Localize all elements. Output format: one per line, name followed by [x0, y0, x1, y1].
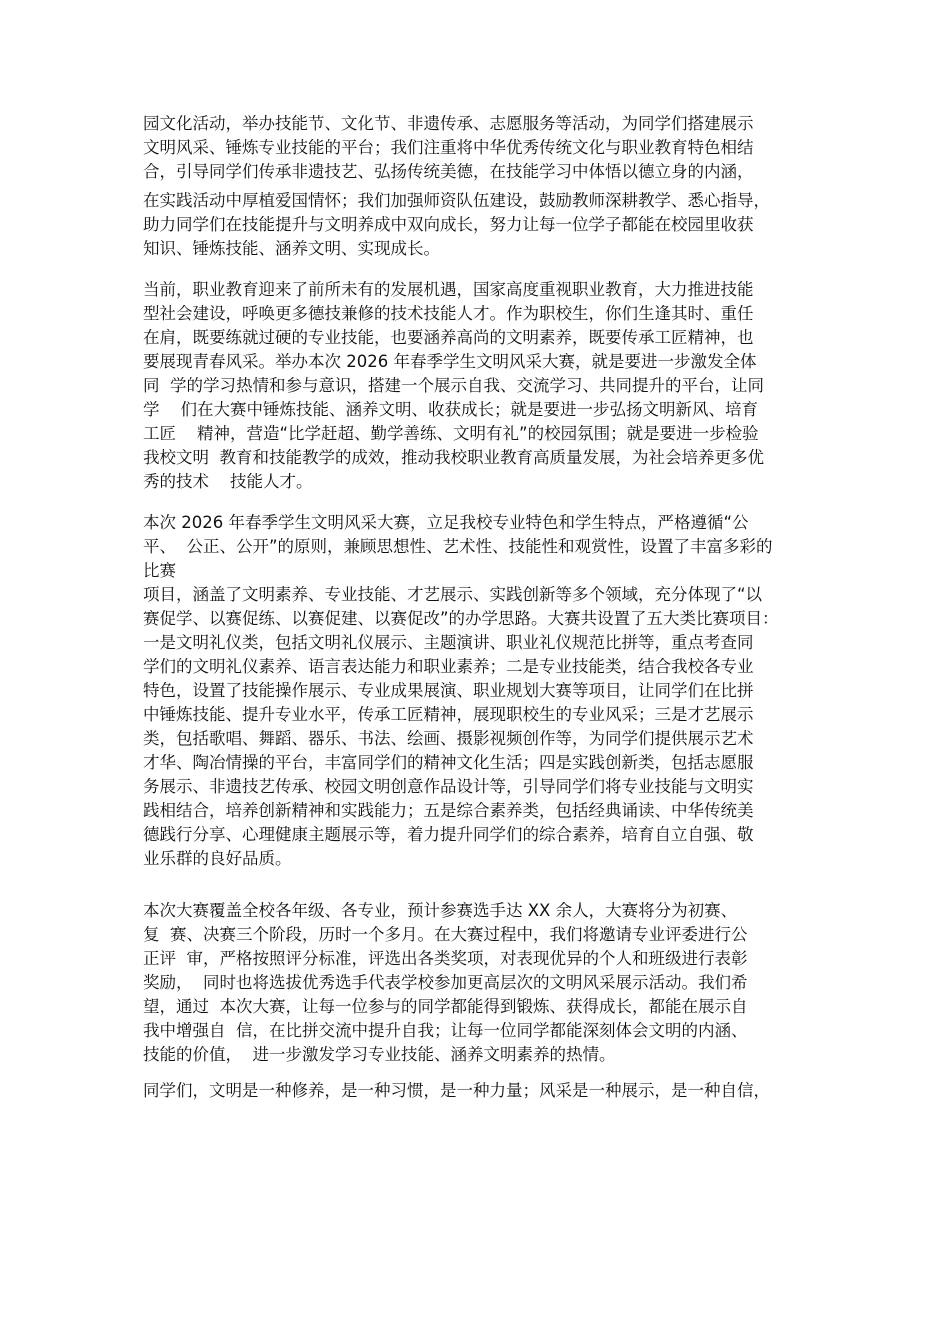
text-line: 复 赛、决赛三个阶段，历时一个多月。在大赛过程中，我们将邀请专业评委进行公 — [143, 925, 748, 944]
text-line: 合，引导同学们传承非遗技艺、弘扬传统美德，在技能学习中体悟以德立身的内涵， — [143, 162, 754, 181]
text-line: 我校文明 教育和技能教学的成效，推动我校职业教育高质量发展，为社会培养更多优 — [143, 448, 764, 467]
text-line: 本次 2026 年春季学生文明风采大赛，立足我校专业特色和学生特点，严格遵循“公 — [143, 513, 749, 532]
text-line: 正评 审，严格按照评分标准，评选出各类奖项，对表现优异的个人和班级进行表彰 — [143, 949, 748, 968]
text-line: 践相结合，培养创新精神和实践能力；五是综合素养类，包括经典诵读、中华传统美 — [143, 801, 754, 820]
text-line: 中锤炼技能、提升专业水平，传承工匠精神，展现职校生的专业风采；三是才艺展示 — [143, 705, 754, 724]
text-line: 园文化活动，举办技能节、文化节、非遗传承、志愿服务等活动，为同学们搭建展示 — [143, 114, 754, 133]
text-line: 技能的价值， 进一步激发学习专业技能、涵养文明素养的热情。 — [143, 1045, 616, 1064]
text-line: 类，包括歌唱、舞蹈、器乐、书法、绘画、摄影视频创作等，为同学们提供展示艺术 — [143, 729, 754, 748]
text-line: 当前，职业教育迎来了前所未有的发展机遇，国家高度重视职业教育，大力推进技能 — [143, 280, 754, 299]
text-line: 望，通过 本次大赛，让每一位参与的同学都能得到锻炼、获得成长，都能在展示自 — [143, 997, 748, 1016]
text-line: 工匠 精神，营造“比学赶超、勤学善练、文明有礼”的校园氛围；就是要进一步检验 — [143, 424, 759, 443]
text-line: 在肩，既要练就过硬的专业技能，也要涵养高尚的文明素养，既要传承工匠精神，也 — [143, 328, 754, 347]
text-line: 学 们在大赛中锤炼技能、涵养文明、收获成长；就是要进一步弘扬文明新风、培育 — [143, 400, 758, 419]
text-line: 特色，设置了技能操作展示、专业成果展演、职业规划大赛等项目，让同学们在比拼 — [143, 681, 754, 700]
text-line: 在实践活动中厚植爱国情怀；我们加强师资队伍建设，鼓励教师深耕教学、悉心指导， — [143, 191, 770, 210]
text-line: 助力同学们在技能提升与文明养成中双向成长，努力让每一位学子都能在校园里收获 — [143, 215, 754, 234]
text-line: 奖励， 同时也将选拔优秀选手代表学校参加更高层次的文明风采展示活动。我们希 — [143, 973, 748, 992]
text-line: 赛促学、以赛促练、以赛促建、以赛促改”的办学思路。大赛共设置了五大类比赛项目： — [143, 609, 779, 628]
text-line: 平、 公正、公开”的原则，兼顾思想性、艺术性、技能性和观赏性，设置了丰富多彩的 — [143, 537, 773, 556]
text-line: 才华、陶冶情操的平台，丰富同学们的精神文化生活；四是实践创新类，包括志愿服 — [143, 753, 754, 772]
text-line: 型社会建设，呼唤更多德技兼修的技术技能人才。作为职校生，你们生逢其时、重任 — [143, 304, 754, 323]
text-line: 比赛 — [143, 561, 176, 580]
text-line: 一是文明礼仪类，包括文明礼仪展示、主题演讲、职业礼仪规范比拼等，重点考查同 — [143, 633, 754, 652]
text-line: 业乐群的良好品质。 — [143, 849, 292, 868]
text-line: 我中增强自 信，在比拼交流中提升自我；让每一位同学都能深刻体会文明的内涵、 — [143, 1021, 748, 1040]
text-line: 德践行分享、心理健康主题展示等，着力提升同学们的综合素养，培育自立自强、敬 — [143, 825, 754, 844]
text-line: 同 学的学习热情和参与意识，搭建一个展示自我、交流学习、共同提升的平台，让同 — [143, 376, 764, 395]
text-line: 秀的技术 技能人才。 — [143, 472, 313, 491]
text-line: 项目，涵盖了文明素养、专业技能、才艺展示、实践创新等多个领域，充分体现了“以 — [143, 585, 763, 604]
text-line: 同学们，文明是一种修养，是一种习惯，是一种力量；风采是一种展示，是一种自信， — [143, 1081, 770, 1100]
text-line: 学们的文明礼仪素养、语言表达能力和职业素养；二是专业技能类，结合我校各专业 — [143, 657, 754, 676]
text-line: 要展现青春风采。举办本次 2026 年春季学生文明风采大赛，就是要进一步激发全体 — [143, 352, 757, 371]
text-line: 务展示、非遗技艺传承、校园文明创意作品设计等，引导同学们将专业技能与文明实 — [143, 777, 754, 796]
text-line: 文明风采、锤炼专业技能的平台；我们注重将中华优秀传统文化与职业教育特色相结 — [143, 138, 754, 157]
text-line: 知识、锤炼技能、涵养文明、实现成长。 — [143, 239, 440, 258]
text-line: 本次大赛覆盖全校各年级、各专业，预计参赛选手达 XX 余人，大赛将分为初赛、 — [143, 901, 738, 920]
